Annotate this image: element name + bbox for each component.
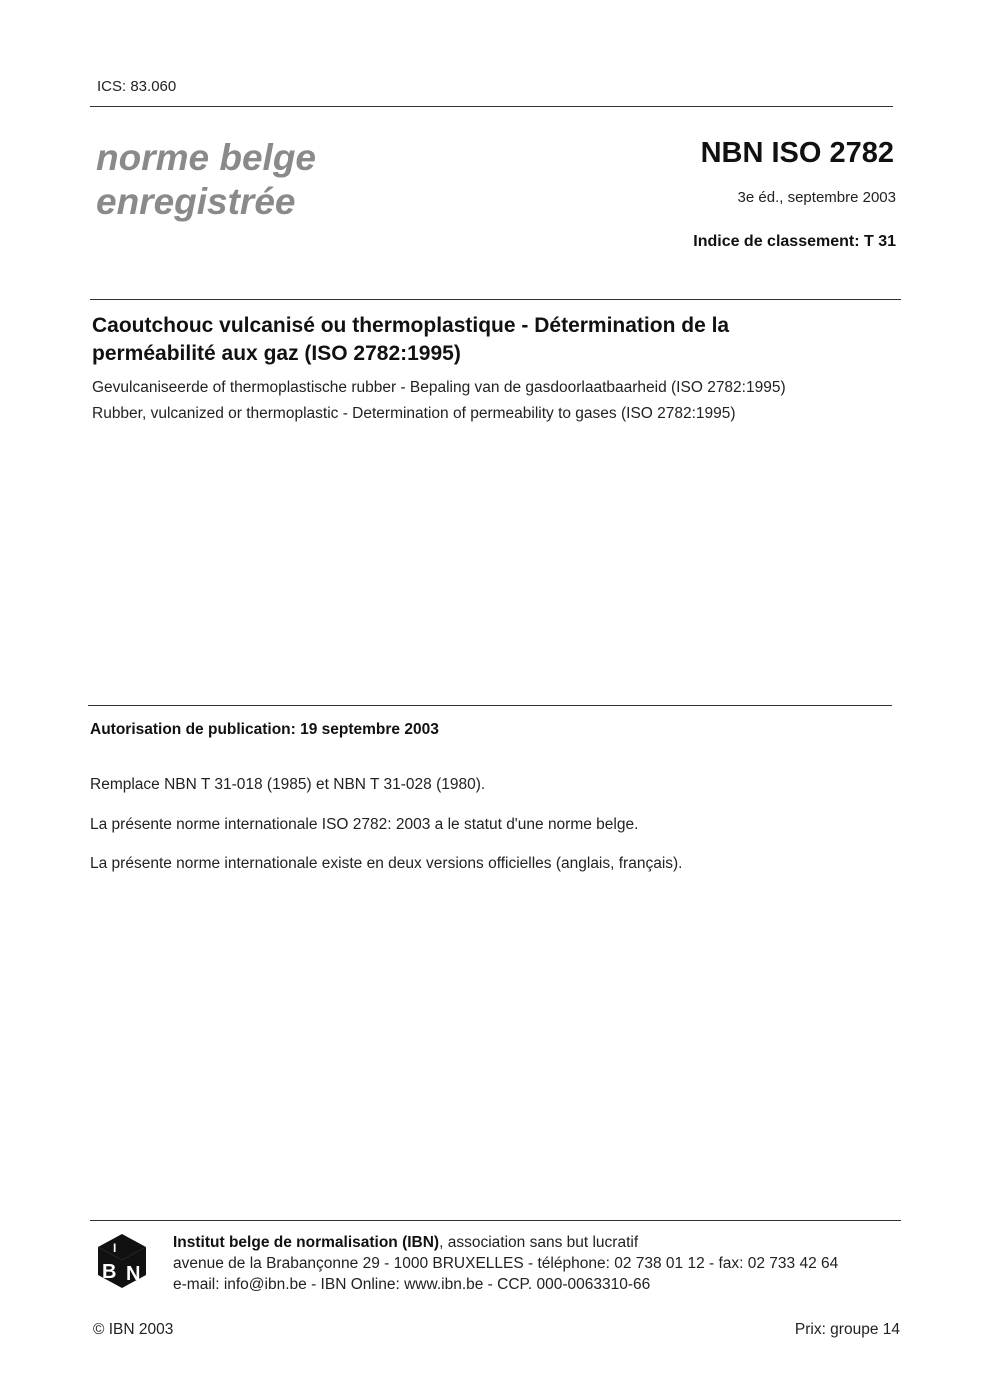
title-english: Rubber, vulcanized or thermoplastic - Determination of permeability to gases (ISO 2782:1995) xyxy=(92,405,736,422)
institute-address-block xyxy=(173,1232,838,1295)
standard-number: NBN ISO 2782 xyxy=(700,137,894,169)
svg-text:N: N xyxy=(126,1263,141,1285)
price-group: Prix: groupe 14 xyxy=(794,1321,900,1338)
institute-description: , association sans but lucratif xyxy=(439,1234,639,1251)
versions-paragraph: La présente norme internationale existe en deux versions officielles (anglais, français). xyxy=(90,855,683,872)
institute-contact: e-mail: info@ibn.be - IBN Online: www.ibn.be - CCP. 000-0063310-66 xyxy=(173,1276,651,1293)
classification-index: Indice de classement: T 31 xyxy=(693,233,896,250)
svg-text:B: B xyxy=(102,1261,117,1283)
publication-authorisation: Autorisation de publication: 19 septembre 2003 xyxy=(90,721,439,738)
institute-line xyxy=(173,1232,838,1253)
title-dutch: Gevulcaniseerde of thermoplastische rubber - Bepaling van de gasdoorlaatbaarheid (ISO 2782:1995) xyxy=(92,379,786,396)
replaces-paragraph: Remplace NBN T 31-018 (1985) et NBN T 31-028 (1980). xyxy=(90,776,486,793)
norme-line-2: enregistrée xyxy=(96,181,296,222)
divider-body xyxy=(88,705,892,706)
edition-date: 3e éd., septembre 2003 xyxy=(737,189,896,206)
title-french-line-2: perméabilité aux gaz (ISO 2782:1995) xyxy=(92,342,461,365)
title-french-line-1: Caoutchouc vulcanisé ou thermoplastique - Détermination de la xyxy=(92,314,730,337)
ibn-logo-icon xyxy=(96,1232,148,1290)
title-french xyxy=(92,312,892,368)
status-paragraph: La présente norme internationale ISO 2782: 2003 a le statut d'une norme belge. xyxy=(90,816,639,833)
divider-footer xyxy=(90,1220,901,1221)
norme-line-1: norme belge xyxy=(96,137,316,178)
svg-text:I: I xyxy=(113,1241,117,1255)
norme-belge-heading xyxy=(96,136,316,224)
institute-name: Institut belge de normalisation (IBN) xyxy=(173,1234,440,1251)
copyright: © IBN 2003 xyxy=(93,1321,174,1338)
divider-top xyxy=(90,106,893,107)
divider-title xyxy=(90,299,901,300)
ics-code: ICS: 83.060 xyxy=(97,78,177,95)
institute-address: avenue de la Brabançonne 29 - 1000 BRUXELLES - téléphone: 02 738 01 12 - fax: 02 733 42 64 xyxy=(173,1255,839,1272)
